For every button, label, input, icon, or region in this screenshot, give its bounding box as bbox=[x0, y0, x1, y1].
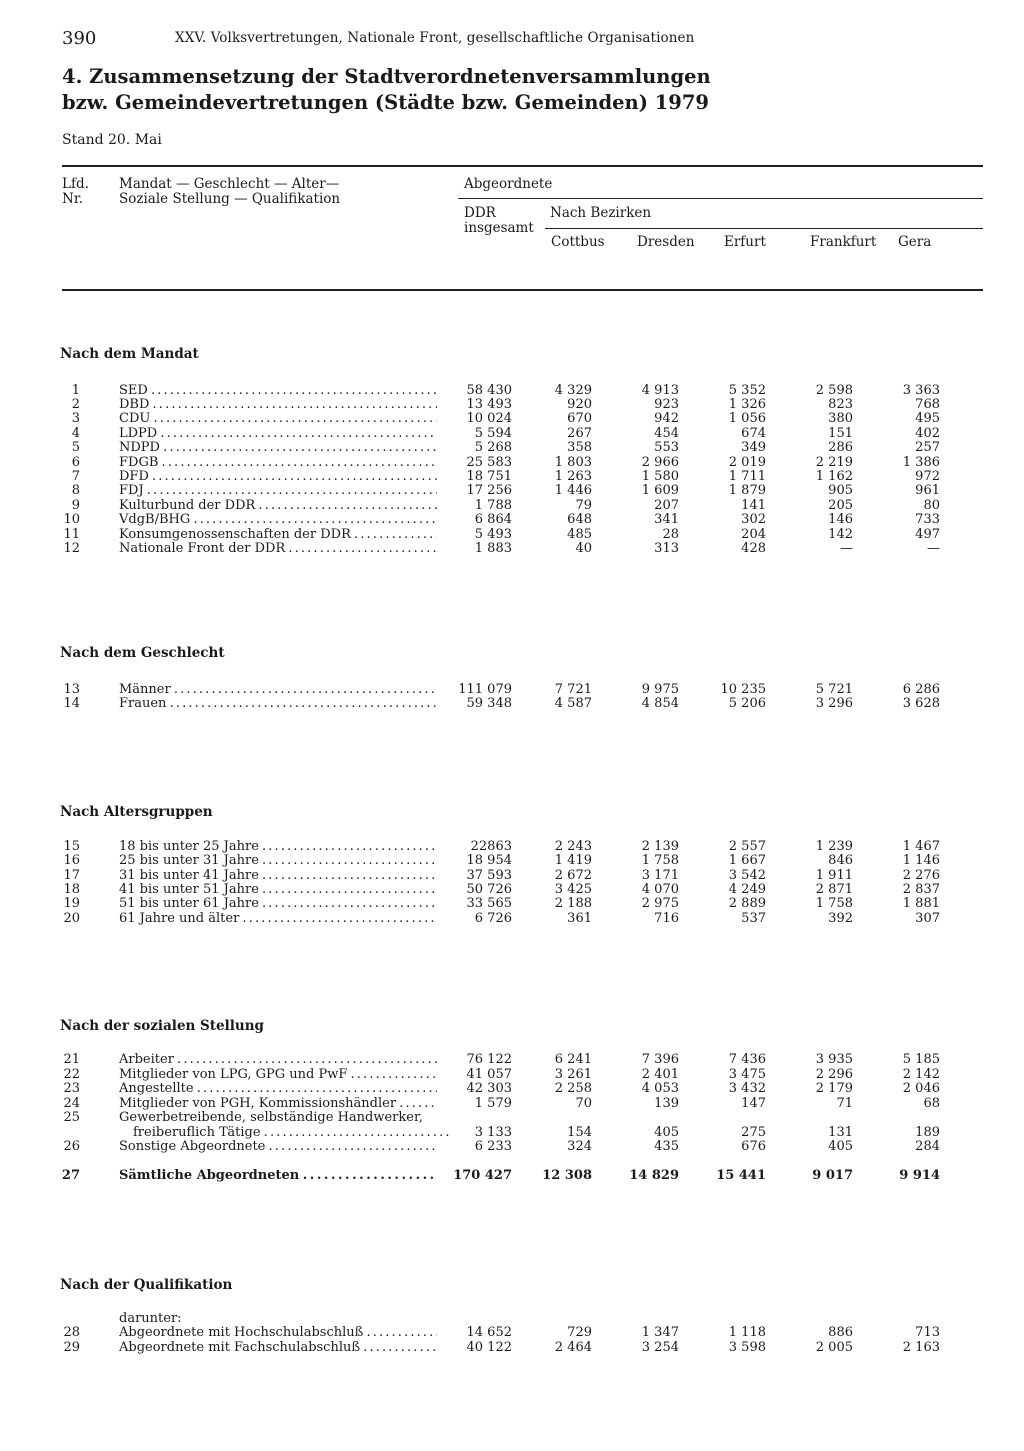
cell-cottbus: 70 bbox=[575, 1096, 592, 1111]
row-number: 15 bbox=[63, 839, 80, 854]
cell-ddr-insgesamt: 25 583 bbox=[466, 455, 512, 470]
section-title-geschlecht: Nach dem Geschlecht bbox=[60, 645, 225, 661]
row-label: Abgeordnete mit Hochschulabschluß . . . bbox=[119, 1325, 437, 1340]
section-title-mandat: Nach dem Mandat bbox=[60, 346, 199, 362]
cell-gera: 495 bbox=[915, 411, 940, 426]
row-label: Angestellte . . . bbox=[119, 1081, 437, 1096]
row-label: Nationale Front der DDR . . . bbox=[119, 541, 437, 556]
cell-gera: 1 386 bbox=[902, 455, 940, 470]
table-row bbox=[0, 682, 1024, 697]
row-label: Sonstige Abgeordnete . . . bbox=[119, 1139, 437, 1154]
table-row bbox=[0, 426, 1024, 441]
table-row bbox=[0, 1052, 1024, 1067]
row-number: 18 bbox=[63, 882, 80, 897]
section-title-qualifikation: Nach der Qualifikation bbox=[60, 1277, 233, 1293]
cell-frankfurt: 1 911 bbox=[815, 868, 853, 883]
stand-date: Stand 20. Mai bbox=[62, 132, 162, 148]
cell-ddr-insgesamt: 170 427 bbox=[453, 1168, 512, 1183]
row-label: Frauen . . . bbox=[119, 696, 437, 711]
cell-frankfurt: 2 296 bbox=[815, 1067, 853, 1082]
row-number: 19 bbox=[63, 896, 80, 911]
cell-dresden: 9 975 bbox=[641, 682, 679, 697]
row-number: 2 bbox=[71, 397, 80, 412]
cell-gera: 307 bbox=[915, 911, 940, 926]
cell-frankfurt: 9 017 bbox=[812, 1168, 853, 1183]
cell-frankfurt: 131 bbox=[828, 1125, 853, 1140]
cell-erfurt: 5 206 bbox=[728, 696, 766, 711]
row-number: 10 bbox=[63, 512, 80, 527]
cell-gera: — bbox=[927, 541, 940, 556]
cell-cottbus: 2 672 bbox=[554, 868, 592, 883]
cell-ddr-insgesamt: 50 726 bbox=[466, 882, 512, 897]
table-row bbox=[0, 1096, 1024, 1111]
table-row bbox=[0, 1139, 1024, 1154]
row-label: FDGB . . . bbox=[119, 455, 437, 470]
table-row bbox=[0, 882, 1024, 897]
cell-cottbus: 79 bbox=[575, 498, 592, 513]
cell-dresden: 3 171 bbox=[641, 868, 679, 883]
cell-erfurt: 1 326 bbox=[728, 397, 766, 412]
cell-frankfurt: 823 bbox=[828, 397, 853, 412]
row-label: 41 bis unter 51 Jahre . . . bbox=[119, 882, 437, 897]
cell-dresden: 2 966 bbox=[641, 455, 679, 470]
cell-dresden: 207 bbox=[654, 498, 679, 513]
table-row bbox=[0, 383, 1024, 398]
cell-cottbus: 267 bbox=[567, 426, 592, 441]
cell-erfurt: 1 667 bbox=[728, 853, 766, 868]
cell-erfurt: 147 bbox=[741, 1096, 766, 1111]
table-row bbox=[0, 411, 1024, 426]
cell-dresden: 1 758 bbox=[641, 853, 679, 868]
cell-ddr-insgesamt: 33 565 bbox=[466, 896, 512, 911]
cell-erfurt: 674 bbox=[741, 426, 766, 441]
cell-dresden: 3 254 bbox=[641, 1340, 679, 1355]
cell-cottbus: 2 464 bbox=[554, 1340, 592, 1355]
cell-frankfurt: 142 bbox=[828, 527, 853, 542]
row-number: 12 bbox=[63, 541, 80, 556]
cell-frankfurt: 2 179 bbox=[815, 1081, 853, 1096]
table-row bbox=[0, 469, 1024, 484]
header-nach-bezirken: Nach Bezirken bbox=[550, 205, 652, 221]
cell-frankfurt: 151 bbox=[828, 426, 853, 441]
row-label: Abgeordnete mit Fachschulabschluß . . . bbox=[119, 1340, 437, 1355]
cell-dresden: 4 854 bbox=[641, 696, 679, 711]
cell-frankfurt: 71 bbox=[836, 1096, 853, 1111]
cell-ddr-insgesamt: 5 268 bbox=[474, 440, 512, 455]
cell-ddr-insgesamt: 10 024 bbox=[466, 411, 512, 426]
row-number: 17 bbox=[63, 868, 80, 883]
row-label: Gewerbetreibende, selbständige Handwerker, bbox=[119, 1110, 423, 1125]
row-label: 61 Jahre und älter . . . bbox=[119, 911, 437, 926]
table-row bbox=[0, 1067, 1024, 1082]
row-number: 11 bbox=[63, 527, 80, 542]
cell-frankfurt: 886 bbox=[828, 1325, 853, 1340]
header-abgeordnete-rule bbox=[458, 198, 983, 199]
table-row bbox=[0, 1125, 1024, 1140]
page-title bbox=[62, 64, 711, 116]
cell-frankfurt: 2 005 bbox=[815, 1340, 853, 1355]
table-row bbox=[0, 839, 1024, 854]
cell-cottbus: 729 bbox=[567, 1325, 592, 1340]
cell-erfurt: 676 bbox=[741, 1139, 766, 1154]
cell-ddr-insgesamt: 1 883 bbox=[474, 541, 512, 556]
cell-gera: 68 bbox=[923, 1096, 940, 1111]
header-gera: Gera bbox=[898, 234, 932, 250]
cell-cottbus: 3 425 bbox=[554, 882, 592, 897]
cell-erfurt: 4 249 bbox=[728, 882, 766, 897]
cell-frankfurt: 846 bbox=[828, 853, 853, 868]
cell-frankfurt: 380 bbox=[828, 411, 853, 426]
cell-ddr-insgesamt: 40 122 bbox=[466, 1340, 512, 1355]
cell-ddr-insgesamt: 22863 bbox=[470, 839, 512, 854]
row-label: 31 bis unter 41 Jahre . . . bbox=[119, 868, 437, 883]
cell-dresden: 4 070 bbox=[641, 882, 679, 897]
cell-frankfurt: 2 871 bbox=[815, 882, 853, 897]
cell-erfurt: 204 bbox=[741, 527, 766, 542]
row-label: Mitglieder von PGH, Kommissionshändler . . . bbox=[119, 1096, 437, 1111]
table-row bbox=[0, 498, 1024, 513]
row-number: 28 bbox=[63, 1325, 80, 1340]
header-mandat-1: Mandat — Geschlecht — Alter— bbox=[119, 176, 340, 192]
header-nr: Nr. bbox=[62, 191, 84, 207]
header-frankfurt: Frankfurt bbox=[810, 234, 877, 250]
cell-ddr-insgesamt: 41 057 bbox=[466, 1067, 512, 1082]
cell-cottbus: 361 bbox=[567, 911, 592, 926]
cell-erfurt: 3 542 bbox=[728, 868, 766, 883]
cell-ddr-insgesamt: 5 594 bbox=[474, 426, 512, 441]
cell-erfurt: 3 432 bbox=[728, 1081, 766, 1096]
table-row bbox=[0, 896, 1024, 911]
cell-cottbus: 920 bbox=[567, 397, 592, 412]
cell-erfurt: 3 475 bbox=[728, 1067, 766, 1082]
cell-cottbus: 2 258 bbox=[554, 1081, 592, 1096]
cell-cottbus: 2 243 bbox=[554, 839, 592, 854]
row-number: 22 bbox=[63, 1067, 80, 1082]
table-row bbox=[0, 527, 1024, 542]
cell-gera: 189 bbox=[915, 1125, 940, 1140]
cell-erfurt: 5 352 bbox=[728, 383, 766, 398]
cell-cottbus: 485 bbox=[567, 527, 592, 542]
row-label: SED . . . bbox=[119, 383, 437, 398]
row-number: 26 bbox=[63, 1139, 80, 1154]
table-row bbox=[0, 541, 1024, 556]
cell-erfurt: 15 441 bbox=[716, 1168, 766, 1183]
cell-dresden: 2 139 bbox=[641, 839, 679, 854]
cell-ddr-insgesamt: 3 133 bbox=[474, 1125, 512, 1140]
cell-dresden: 405 bbox=[654, 1125, 679, 1140]
page-number: 390 bbox=[62, 28, 97, 49]
cell-frankfurt: 205 bbox=[828, 498, 853, 513]
cell-dresden: 313 bbox=[654, 541, 679, 556]
cell-ddr-insgesamt: 42 303 bbox=[466, 1081, 512, 1096]
cell-ddr-insgesamt: 76 122 bbox=[466, 1052, 512, 1067]
cell-gera: 1 881 bbox=[902, 896, 940, 911]
cell-cottbus: 648 bbox=[567, 512, 592, 527]
header-lfd: Lfd. bbox=[62, 176, 89, 192]
row-number: 23 bbox=[63, 1081, 80, 1096]
row-number: 25 bbox=[63, 1110, 80, 1125]
table-row bbox=[0, 1168, 1024, 1183]
cell-ddr-insgesamt: 111 079 bbox=[458, 682, 512, 697]
row-label: 51 bis unter 61 Jahre . . . bbox=[119, 896, 437, 911]
header-insgesamt: insgesamt bbox=[464, 220, 534, 236]
table-row bbox=[0, 1311, 1024, 1326]
cell-dresden: 716 bbox=[654, 911, 679, 926]
row-label: Kulturbund der DDR . . . bbox=[119, 498, 437, 513]
title-line-2: bzw. Gemeindevertretungen (Städte bzw. Gemeinden) 1979 bbox=[62, 91, 709, 114]
cell-ddr-insgesamt: 6 233 bbox=[474, 1139, 512, 1154]
table-row bbox=[0, 455, 1024, 470]
cell-dresden: 435 bbox=[654, 1139, 679, 1154]
cell-erfurt: 428 bbox=[741, 541, 766, 556]
cell-ddr-insgesamt: 14 652 bbox=[466, 1325, 512, 1340]
cell-gera: 713 bbox=[915, 1325, 940, 1340]
cell-erfurt: 1 879 bbox=[728, 483, 766, 498]
cell-gera: 1 467 bbox=[902, 839, 940, 854]
cell-cottbus: 3 261 bbox=[554, 1067, 592, 1082]
cell-dresden: 1 609 bbox=[641, 483, 679, 498]
cell-cottbus: 6 241 bbox=[554, 1052, 592, 1067]
cell-dresden: 4 913 bbox=[641, 383, 679, 398]
header-dresden: Dresden bbox=[637, 234, 695, 250]
cell-frankfurt: 1 162 bbox=[815, 469, 853, 484]
row-number: 5 bbox=[71, 440, 80, 455]
cell-dresden: 1 347 bbox=[641, 1325, 679, 1340]
row-label: FDJ . . . bbox=[119, 483, 437, 498]
cell-frankfurt: — bbox=[840, 541, 853, 556]
header-bezirke-rule bbox=[545, 228, 983, 229]
cell-cottbus: 4 587 bbox=[554, 696, 592, 711]
cell-frankfurt: 2 598 bbox=[815, 383, 853, 398]
section-title-altersgruppen: Nach Altersgruppen bbox=[60, 804, 213, 820]
cell-dresden: 341 bbox=[654, 512, 679, 527]
row-label: Sämtliche Abgeordneten . . . bbox=[119, 1168, 437, 1183]
cell-dresden: 454 bbox=[654, 426, 679, 441]
cell-cottbus: 1 803 bbox=[554, 455, 592, 470]
cell-gera: 768 bbox=[915, 397, 940, 412]
cell-dresden: 2 975 bbox=[641, 896, 679, 911]
header-abgeordnete: Abgeordnete bbox=[464, 176, 553, 192]
cell-frankfurt: 2 219 bbox=[815, 455, 853, 470]
row-number: 7 bbox=[71, 469, 80, 484]
row-label: VdgB/BHG . . . bbox=[119, 512, 437, 527]
row-label: darunter: bbox=[119, 1311, 182, 1326]
table-row bbox=[0, 868, 1024, 883]
row-label: DFD . . . bbox=[119, 469, 437, 484]
cell-gera: 1 146 bbox=[902, 853, 940, 868]
cell-frankfurt: 146 bbox=[828, 512, 853, 527]
table-row bbox=[0, 483, 1024, 498]
row-label: NDPD . . . bbox=[119, 440, 437, 455]
cell-gera: 6 286 bbox=[902, 682, 940, 697]
table-row bbox=[0, 1081, 1024, 1096]
cell-ddr-insgesamt: 37 593 bbox=[466, 868, 512, 883]
cell-cottbus: 7 721 bbox=[554, 682, 592, 697]
cell-cottbus: 1 446 bbox=[554, 483, 592, 498]
cell-erfurt: 3 598 bbox=[728, 1340, 766, 1355]
row-number: 20 bbox=[63, 911, 80, 926]
cell-cottbus: 1 419 bbox=[554, 853, 592, 868]
cell-gera: 9 914 bbox=[899, 1168, 940, 1183]
cell-gera: 2 837 bbox=[902, 882, 940, 897]
table-row bbox=[0, 1340, 1024, 1355]
table-row bbox=[0, 1325, 1024, 1340]
cell-erfurt: 349 bbox=[741, 440, 766, 455]
row-number: 14 bbox=[63, 696, 80, 711]
cell-cottbus: 670 bbox=[567, 411, 592, 426]
cell-cottbus: 324 bbox=[567, 1139, 592, 1154]
cell-gera: 284 bbox=[915, 1139, 940, 1154]
cell-dresden: 553 bbox=[654, 440, 679, 455]
section-title-soziale-stellung: Nach der sozialen Stellung bbox=[60, 1018, 264, 1034]
cell-ddr-insgesamt: 17 256 bbox=[466, 483, 512, 498]
row-label: LDPD . . . bbox=[119, 426, 437, 441]
row-number: 16 bbox=[63, 853, 80, 868]
header-ddr: DDR bbox=[464, 205, 496, 221]
cell-erfurt: 141 bbox=[741, 498, 766, 513]
cell-cottbus: 2 188 bbox=[554, 896, 592, 911]
table-row bbox=[0, 440, 1024, 455]
cell-gera: 402 bbox=[915, 426, 940, 441]
row-number: 21 bbox=[63, 1052, 80, 1067]
cell-cottbus: 40 bbox=[575, 541, 592, 556]
header-top-rule bbox=[62, 165, 983, 167]
cell-gera: 3 628 bbox=[902, 696, 940, 711]
cell-gera: 961 bbox=[915, 483, 940, 498]
header-cottbus: Cottbus bbox=[551, 234, 605, 250]
cell-dresden: 923 bbox=[654, 397, 679, 412]
cell-erfurt: 1 056 bbox=[728, 411, 766, 426]
row-label: freiberuflich Tätige . . . bbox=[119, 1125, 451, 1140]
table-row bbox=[0, 696, 1024, 711]
row-label: Mitglieder von LPG, GPG und PwF . . . bbox=[119, 1067, 437, 1082]
row-number: 9 bbox=[71, 498, 80, 513]
cell-dresden: 14 829 bbox=[629, 1168, 679, 1183]
cell-dresden: 139 bbox=[654, 1096, 679, 1111]
cell-gera: 3 363 bbox=[902, 383, 940, 398]
cell-ddr-insgesamt: 1 788 bbox=[474, 498, 512, 513]
cell-dresden: 28 bbox=[662, 527, 679, 542]
cell-cottbus: 12 308 bbox=[542, 1168, 592, 1183]
cell-gera: 733 bbox=[915, 512, 940, 527]
row-label: Arbeiter . . . bbox=[119, 1052, 437, 1067]
row-label: Konsumgenossenschaften der DDR . . . bbox=[119, 527, 437, 542]
row-number: 27 bbox=[61, 1168, 80, 1183]
row-number: 8 bbox=[71, 483, 80, 498]
cell-ddr-insgesamt: 5 493 bbox=[474, 527, 512, 542]
row-number: 24 bbox=[63, 1096, 80, 1111]
cell-ddr-insgesamt: 18 751 bbox=[466, 469, 512, 484]
row-label: DBD . . . bbox=[119, 397, 437, 412]
cell-erfurt: 537 bbox=[741, 911, 766, 926]
cell-dresden: 1 580 bbox=[641, 469, 679, 484]
table-row bbox=[0, 911, 1024, 926]
cell-cottbus: 4 329 bbox=[554, 383, 592, 398]
cell-ddr-insgesamt: 1 579 bbox=[474, 1096, 512, 1111]
cell-erfurt: 2 557 bbox=[728, 839, 766, 854]
cell-frankfurt: 5 721 bbox=[815, 682, 853, 697]
row-label: 25 bis unter 31 Jahre . . . bbox=[119, 853, 437, 868]
cell-cottbus: 1 263 bbox=[554, 469, 592, 484]
cell-erfurt: 2 889 bbox=[728, 896, 766, 911]
row-label: Männer . . . bbox=[119, 682, 437, 697]
table-row bbox=[0, 1110, 1024, 1125]
cell-gera: 972 bbox=[915, 469, 940, 484]
cell-ddr-insgesamt: 13 493 bbox=[466, 397, 512, 412]
row-number: 3 bbox=[71, 411, 80, 426]
cell-erfurt: 2 019 bbox=[728, 455, 766, 470]
row-number: 1 bbox=[71, 383, 80, 398]
cell-frankfurt: 1 239 bbox=[815, 839, 853, 854]
cell-gera: 497 bbox=[915, 527, 940, 542]
cell-gera: 2 163 bbox=[902, 1340, 940, 1355]
row-number: 29 bbox=[63, 1340, 80, 1355]
row-label: 18 bis unter 25 Jahre . . . bbox=[119, 839, 437, 854]
cell-ddr-insgesamt: 6 864 bbox=[474, 512, 512, 527]
row-number: 6 bbox=[71, 455, 80, 470]
cell-cottbus: 358 bbox=[567, 440, 592, 455]
cell-ddr-insgesamt: 6 726 bbox=[474, 911, 512, 926]
cell-erfurt: 7 436 bbox=[728, 1052, 766, 1067]
header-mandat-2: Soziale Stellung — Qualifikation bbox=[119, 191, 341, 207]
cell-gera: 2 046 bbox=[902, 1081, 940, 1096]
cell-erfurt: 1 118 bbox=[728, 1325, 766, 1340]
cell-frankfurt: 905 bbox=[828, 483, 853, 498]
cell-dresden: 942 bbox=[654, 411, 679, 426]
table-row bbox=[0, 853, 1024, 868]
row-number: 4 bbox=[71, 426, 80, 441]
cell-dresden: 4 053 bbox=[641, 1081, 679, 1096]
cell-erfurt: 10 235 bbox=[720, 682, 766, 697]
cell-gera: 2 276 bbox=[902, 868, 940, 883]
header-bottom-rule bbox=[62, 289, 983, 291]
cell-frankfurt: 3 935 bbox=[815, 1052, 853, 1067]
cell-erfurt: 302 bbox=[741, 512, 766, 527]
cell-gera: 2 142 bbox=[902, 1067, 940, 1082]
cell-cottbus: 154 bbox=[567, 1125, 592, 1140]
cell-ddr-insgesamt: 59 348 bbox=[466, 696, 512, 711]
cell-frankfurt: 1 758 bbox=[815, 896, 853, 911]
cell-gera: 80 bbox=[923, 498, 940, 513]
cell-dresden: 7 396 bbox=[641, 1052, 679, 1067]
running-head: XXV. Volksvertretungen, Nationale Front, gesellschaftliche Organisationen bbox=[175, 30, 695, 46]
cell-frankfurt: 286 bbox=[828, 440, 853, 455]
header-erfurt: Erfurt bbox=[724, 234, 766, 250]
table-row bbox=[0, 397, 1024, 412]
cell-ddr-insgesamt: 18 954 bbox=[466, 853, 512, 868]
row-label: CDU . . . bbox=[119, 411, 437, 426]
title-line-1: 4. Zusammensetzung der Stadtverordnetenversammlungen bbox=[62, 65, 711, 88]
row-number: 13 bbox=[63, 682, 80, 697]
cell-frankfurt: 392 bbox=[828, 911, 853, 926]
cell-dresden: 2 401 bbox=[641, 1067, 679, 1082]
cell-ddr-insgesamt: 58 430 bbox=[466, 383, 512, 398]
cell-erfurt: 275 bbox=[741, 1125, 766, 1140]
table-row bbox=[0, 512, 1024, 527]
cell-frankfurt: 405 bbox=[828, 1139, 853, 1154]
cell-frankfurt: 3 296 bbox=[815, 696, 853, 711]
cell-gera: 5 185 bbox=[902, 1052, 940, 1067]
cell-erfurt: 1 711 bbox=[728, 469, 766, 484]
cell-gera: 257 bbox=[915, 440, 940, 455]
